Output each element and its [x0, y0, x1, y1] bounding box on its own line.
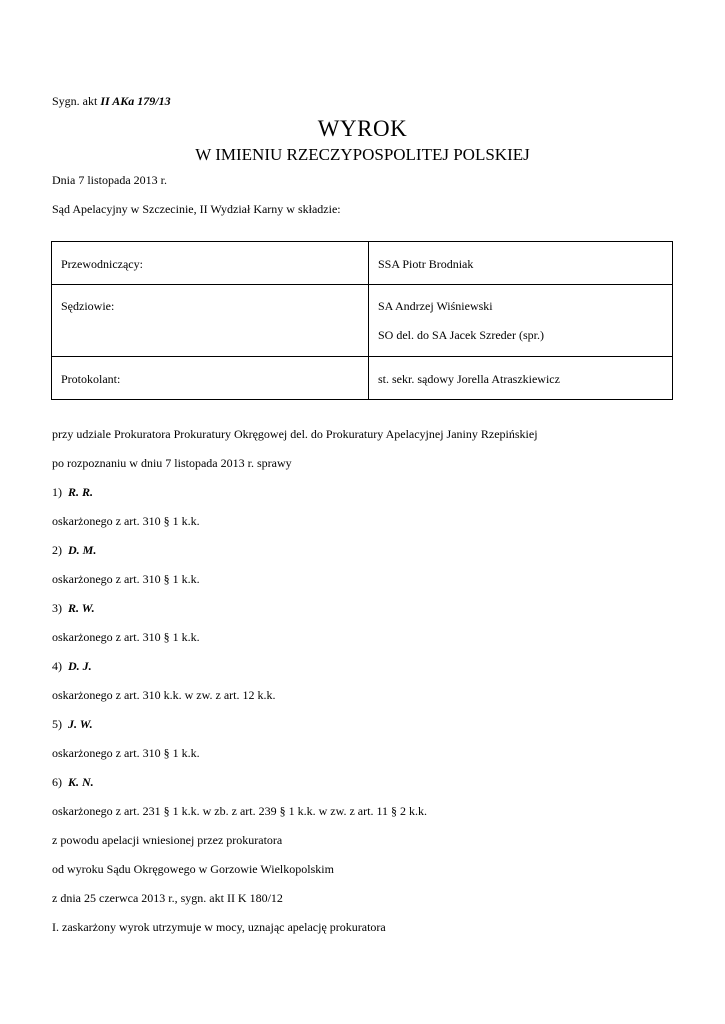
hearing-line: po rozpoznaniu w dniu 7 listopada 2013 r. sprawy [52, 456, 292, 470]
defendant-heading [52, 485, 93, 499]
defendant-heading [52, 601, 95, 615]
defendant-charge: oskarżonego z art. 310 § 1 k.k. [52, 630, 200, 644]
defendant-heading [52, 543, 96, 557]
appeal-line: od wyroku Sądu Okręgowego w Gorzowie Wielkopolskim [52, 862, 334, 876]
case-number: II AKa 179/13 [100, 94, 171, 108]
defendant-name: R. R. [68, 485, 94, 499]
defendant-name: J. W. [68, 717, 93, 731]
role-cell [52, 285, 369, 357]
defendant-charge: oskarżonego z art. 231 § 1 k.k. w zb. z art. 239 § 1 k.k. w zw. z art. 11 § 2 k.k. [52, 804, 428, 818]
role-cell [52, 242, 369, 285]
defendant-charge: oskarżonego z art. 310 § 1 k.k. [52, 514, 200, 528]
defendant-name: K. N. [68, 775, 94, 789]
defendant-heading [52, 659, 92, 673]
defendant-name: R. W. [68, 601, 95, 615]
defendant-charge: oskarżonego z art. 310 § 1 k.k. [52, 572, 200, 586]
name-cell [369, 357, 673, 400]
court-line: Sąd Apelacyjny w Szczecinie, II Wydział Karny w składzie: [52, 202, 341, 216]
defendant-number: 6) [52, 775, 62, 789]
prosecutor-line: przy udziale Prokuratora Prokuratury Okręgowej del. do Prokuratury Apelacyjnej Janiny Rzepińskiej [52, 427, 538, 441]
document-title: WYROK [317, 116, 408, 141]
person-name: SA Andrzej Wiśniewski [378, 299, 493, 313]
case-label: Sygn. akt [52, 94, 98, 108]
role-label: Sędziowie: [61, 299, 115, 313]
role-cell [52, 357, 369, 400]
defendant-number: 2) [52, 543, 62, 557]
defendant-heading [52, 775, 94, 789]
court-panel-table [51, 241, 673, 400]
name-cell [369, 285, 673, 357]
case-reference [52, 94, 171, 108]
defendant-name: D. M. [68, 543, 97, 557]
table-row [52, 285, 673, 357]
defendant-number: 4) [52, 659, 62, 673]
appeal-line: z dnia 25 czerwca 2013 r., sygn. akt II K 180/12 [52, 891, 283, 905]
document-subtitle: W IMIENIU RZECZYPOSPOLITEJ POLSKIEJ [195, 145, 530, 164]
defendant-name: D. J. [68, 659, 92, 673]
table-row [52, 357, 673, 400]
role-label: Przewodniczący: [61, 257, 143, 271]
person-name: st. sekr. sądowy Jorella Atraszkiewicz [378, 372, 560, 386]
table-row [52, 242, 673, 285]
name-cell [369, 242, 673, 285]
role-label: Protokolant: [61, 372, 121, 386]
person-name: SO del. do SA Jacek Szreder (spr.) [378, 328, 544, 342]
defendant-heading [52, 717, 93, 731]
defendant-number: 5) [52, 717, 62, 731]
date-line: Dnia 7 listopada 2013 r. [52, 173, 167, 187]
defendant-charge: oskarżonego z art. 310 § 1 k.k. [52, 746, 200, 760]
person-name: SSA Piotr Brodniak [378, 257, 474, 271]
appeal-line: z powodu apelacji wniesionej przez prokuratora [52, 833, 283, 847]
defendant-number: 1) [52, 485, 62, 499]
defendant-charge: oskarżonego z art. 310 k.k. w zw. z art. 12 k.k. [52, 688, 276, 702]
verdict-line: I. zaskarżony wyrok utrzymuje w mocy, uznając apelację prokuratora [52, 920, 386, 934]
defendant-number: 3) [52, 601, 62, 615]
